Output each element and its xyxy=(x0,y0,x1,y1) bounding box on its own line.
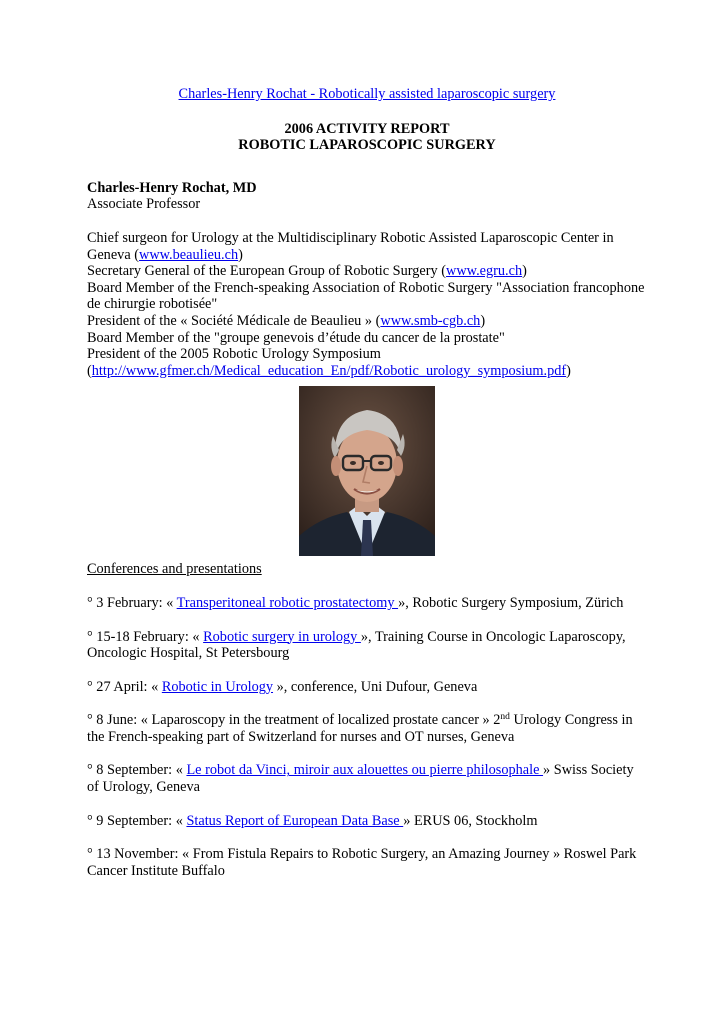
role-chief-surgeon xyxy=(87,230,647,263)
author-position: Associate Professor xyxy=(87,196,201,213)
author-photo xyxy=(299,386,435,556)
conference-date: ° 8 September: « xyxy=(87,762,187,779)
role-secretary-general xyxy=(87,263,647,280)
role-president-symposium: President of the 2005 Robotic Urology Symposium xyxy=(87,346,381,363)
role-text-end: ) xyxy=(480,312,486,329)
beaulieu-link[interactable]: www.beaulieu.ch xyxy=(139,246,239,263)
role-text: Chief surgeon for Urology at the Multidisciplinary Robotic Assisted Laparoscopic Center in Geneva ( xyxy=(87,229,614,263)
role-symposium-link-line xyxy=(87,363,647,380)
report-title-line-2: ROBOTIC LAPAROSCOPIC SURGERY xyxy=(238,137,496,154)
document-page xyxy=(87,86,647,879)
role-president-societe xyxy=(87,313,647,330)
conference-link-6[interactable]: Status Report of European Data Base xyxy=(186,812,404,829)
conference-venue: » Swiss Society of Urology, Geneva xyxy=(87,762,634,796)
conference-venue: », Training Course in Oncologic Laparoscopy, Oncologic Hospital, St Petersbourg xyxy=(87,628,626,662)
conference-link-2[interactable]: Robotic surgery in urology xyxy=(203,628,361,645)
role-text-end: ) xyxy=(522,263,527,280)
conference-link-5[interactable]: Le robot da Vinci, miroir aux alouettes ou pierre philosophale xyxy=(186,762,544,779)
conference-item-6 xyxy=(87,813,647,830)
conference-item-1 xyxy=(87,595,647,612)
smb-cgb-link[interactable]: www.smb-cgb.ch xyxy=(380,312,481,329)
conference-item-5 xyxy=(87,762,647,795)
conference-date: ° 3 February: « xyxy=(87,594,177,611)
role-board-member-association: Board Member of the French-speaking Association of Robotic Surgery "Association francophone de chirurgie robotisée" xyxy=(87,279,645,313)
ordinal-superscript: nd xyxy=(500,712,510,723)
conference-venue: Urology Congress in the French-speaking part of Switzerland for nurses and OT nurses, Geneva xyxy=(87,712,633,745)
conference-date: ° 15-18 February: « xyxy=(87,628,204,645)
section-heading-conferences: Conferences and presentations xyxy=(87,561,262,578)
top-title-link[interactable]: Charles-Henry Rochat - Robotically assisted laparoscopic surgery xyxy=(178,86,556,102)
conference-venue: » ERUS 06, Stockholm xyxy=(403,812,538,829)
conference-link-1[interactable]: Transperitoneal robotic prostatectomy xyxy=(176,594,399,611)
role-board-member-groupe: Board Member of the "groupe genevois d’étude du cancer de la prostate" xyxy=(87,329,505,346)
author-name: Charles-Henry Rochat, MD xyxy=(87,179,257,196)
conference-link-3[interactable]: Robotic in Urology xyxy=(161,678,274,695)
conference-item-2 xyxy=(87,629,647,662)
role-text-end: ) xyxy=(238,246,243,263)
paren-close: ) xyxy=(566,362,571,379)
role-text: Secretary General of the European Group of Robotic Surgery ( xyxy=(87,263,447,280)
conference-item-4 xyxy=(87,712,647,745)
conference-item-3 xyxy=(87,679,647,696)
conference-item-7: ° 13 November: « From Fistula Repairs to Robotic Surgery, an Amazing Journey » Roswel Park Cancer Institute Buffalo xyxy=(87,846,637,879)
conference-venue: », conference, Uni Dufour, Geneva xyxy=(273,678,478,695)
conference-title: ° 8 June: « Laparoscopy in the treatment of localized prostate cancer » 2 xyxy=(87,712,501,729)
roles-block xyxy=(87,230,647,379)
role-text: President of the « Société Médicale de Beaulieu » ( xyxy=(87,312,381,329)
conference-venue: », Robotic Surgery Symposium, Zürich xyxy=(398,594,624,611)
report-title-line-1: 2006 ACTIVITY REPORT xyxy=(284,120,450,137)
author-block xyxy=(87,180,647,213)
paren-open: ( xyxy=(87,362,92,379)
conference-date: ° 27 April: « xyxy=(87,678,162,695)
gfmer-symposium-link[interactable]: http://www.gfmer.ch/Medical_education_En/pdf/Robotic_urology_symposium.pdf xyxy=(91,362,567,379)
egru-link[interactable]: www.egru.ch xyxy=(446,263,523,280)
conference-date: ° 9 September: « xyxy=(87,812,187,829)
portrait-image xyxy=(299,386,435,556)
